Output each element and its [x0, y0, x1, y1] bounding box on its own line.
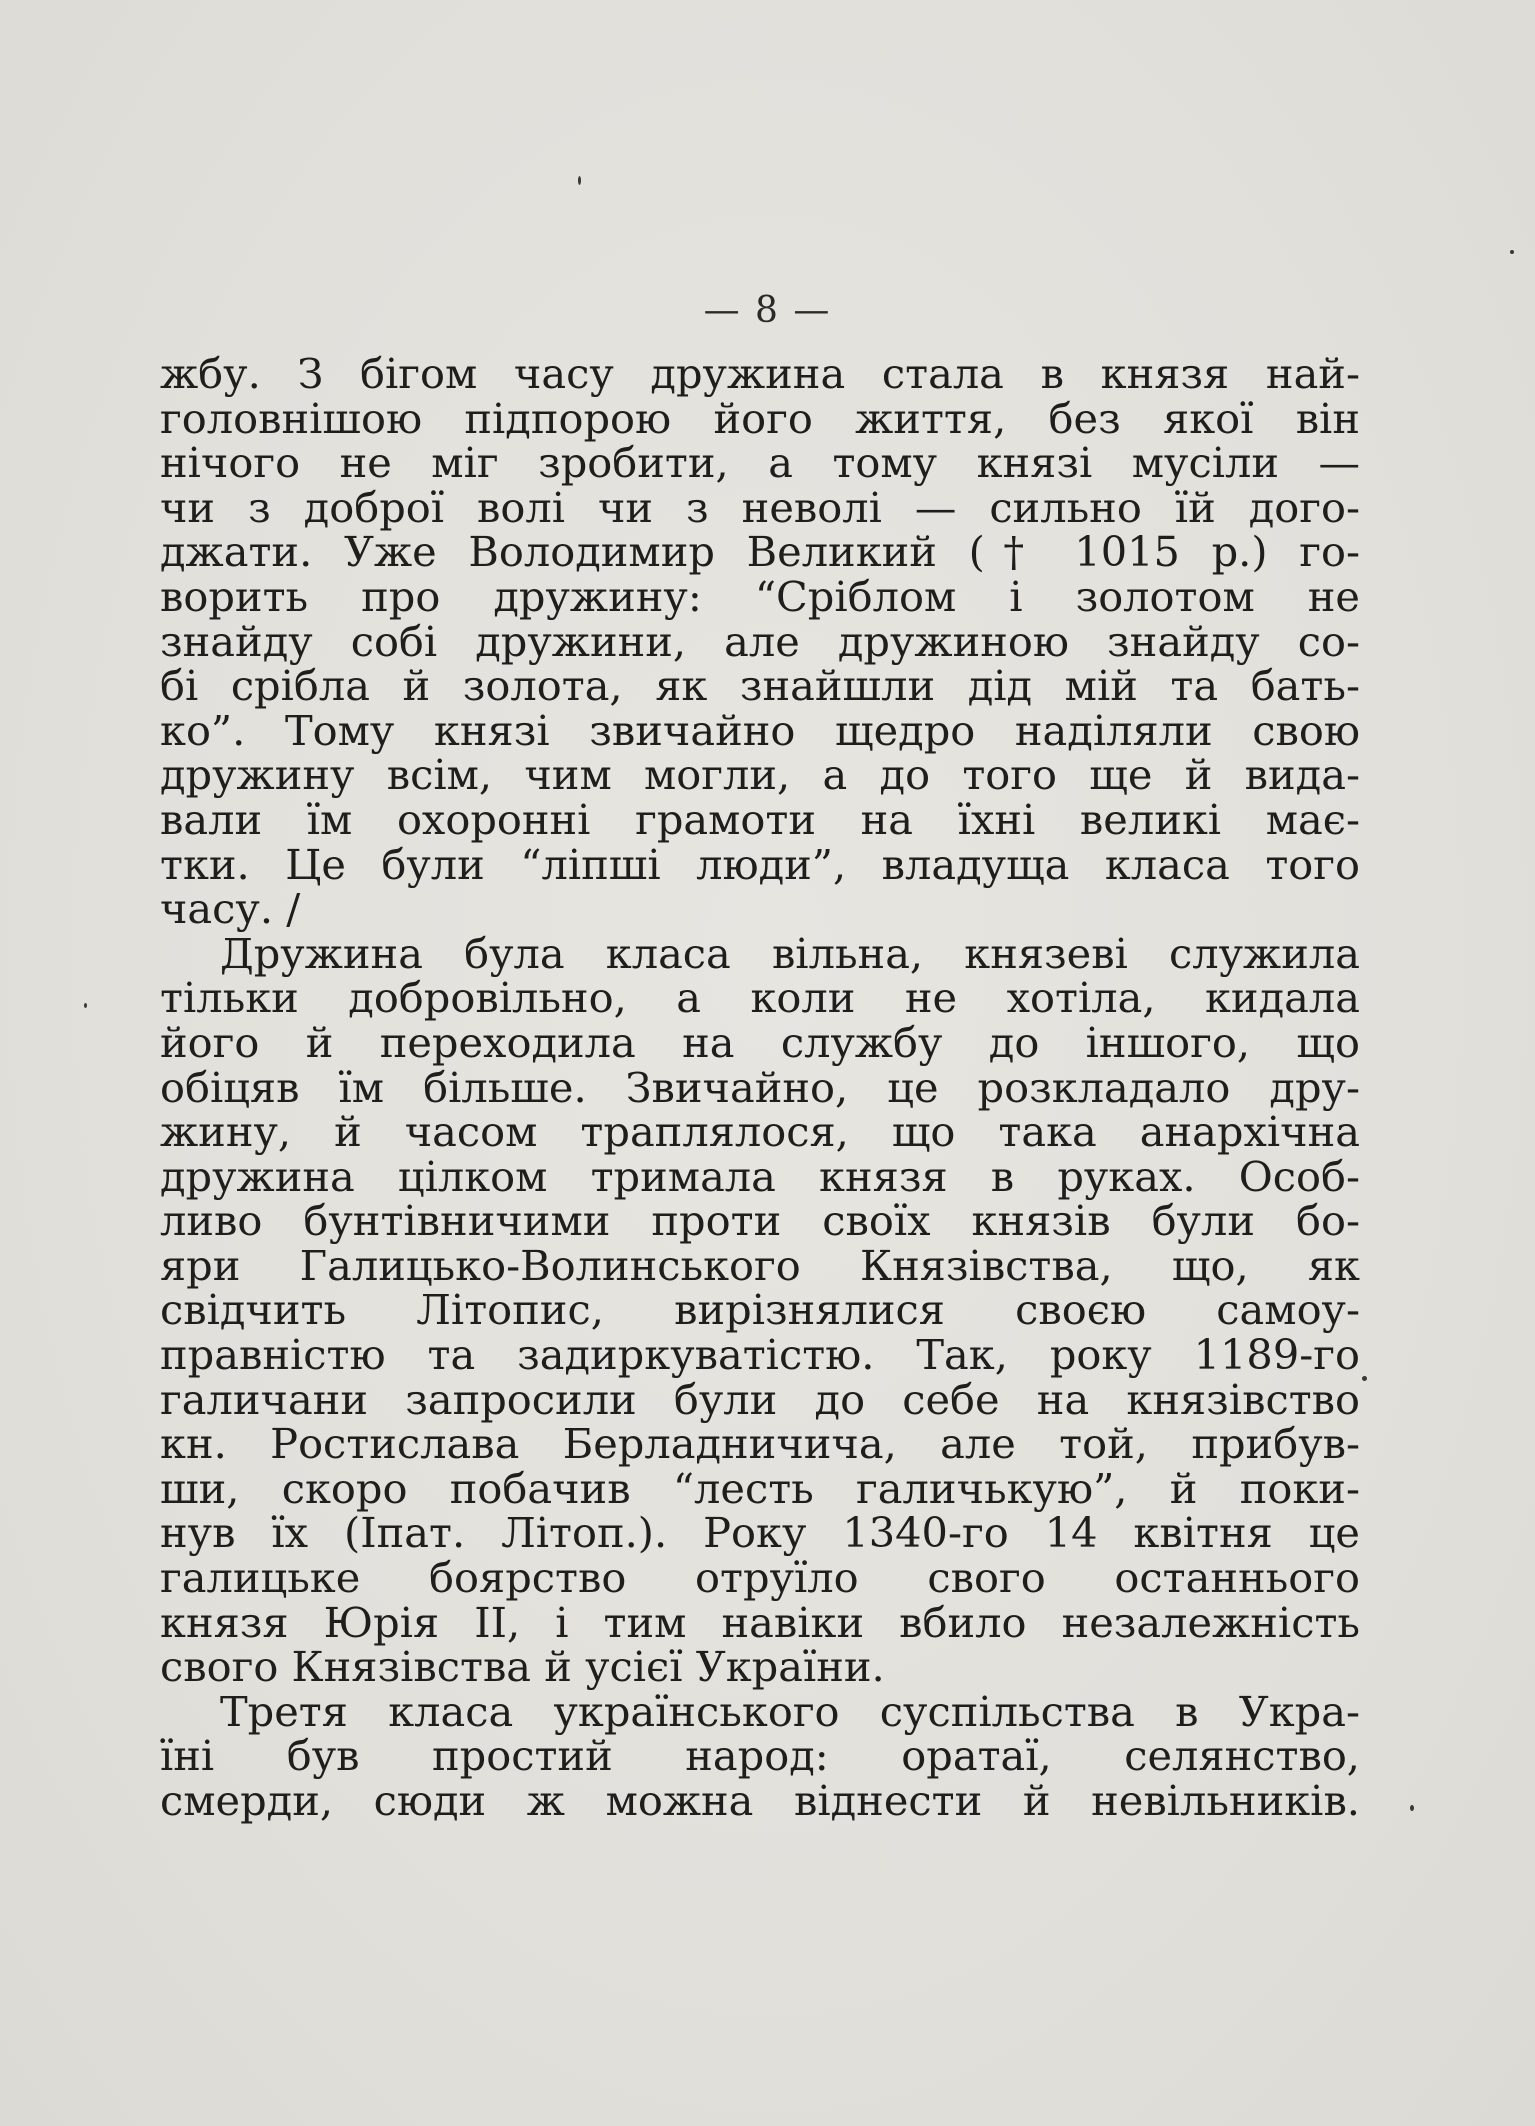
text-line: ко”. Тому князі звичайно щедро наділяли свою	[160, 705, 1360, 755]
text-line: кн. Ростислава Берладничича, але той, прибув-	[160, 1419, 1360, 1469]
text-line: ливо бунтівничими проти своїх князів були бо-	[160, 1196, 1360, 1246]
text-line: знайду собі дружини, але дружиною знайду со-	[160, 616, 1360, 666]
text-line: правністю та задиркуватістю. Так, року 1189-го	[160, 1330, 1360, 1380]
text-line: жину, й часом траплялося, що така анархічна	[160, 1107, 1360, 1157]
text-line: обіцяв їм більше. Звичайно, це розкладало дру-	[160, 1062, 1360, 1112]
text-line: вали їм охоронні грамоти на їхні великі має-	[160, 794, 1360, 844]
page-number: — 8 —	[703, 290, 832, 331]
ink-speck	[84, 1003, 87, 1008]
text-line: бі срібла й золота, як знайшли дід мій та бать-	[160, 661, 1360, 711]
text-line: ши, скоро побачив “лесть галичькую”, й поки-	[160, 1463, 1360, 1513]
text-line: свідчить Літопис, вирізнялися своєю самоу-	[160, 1285, 1360, 1335]
text-line: джати. Уже Володимир Великий († 1015 р.) го-	[160, 527, 1360, 577]
ink-speck	[1510, 250, 1514, 254]
ink-speck	[578, 176, 581, 185]
text-line: головнішою підпорою його життя, без якої він	[160, 393, 1360, 443]
text-line: нув їх (Іпат. Літоп.). Року 1340-го 14 квітня це	[160, 1508, 1360, 1558]
text-line: їні був простий народ: оратаї, селянство,	[160, 1731, 1360, 1781]
text-line: тки. Це були “ліпші люди”, владуща класа того	[160, 839, 1360, 889]
text-line: чи з доброї волі чи з неволі — сильно їй дого-	[160, 482, 1360, 532]
ink-speck	[1362, 1376, 1367, 1381]
paragraph-3	[160, 1686, 1360, 1825]
paragraph-2	[160, 928, 1360, 1692]
text-line: дружина цілком тримала князя в руках. Особ-	[160, 1151, 1360, 1201]
text-line: Дружина була класа вільна, князеві служила	[220, 928, 1360, 978]
text-line: свого Князівства й усієї України.	[160, 1642, 885, 1692]
text-line: жбу. З бігом часу дружина стала в князя най-	[160, 349, 1360, 398]
text-line: часу. /	[160, 884, 301, 934]
text-line: князя Юрія II, і тим навіки вбило незалежність	[160, 1597, 1360, 1647]
text-line: дружину всім, чим могли, а до того ще й вида-	[160, 750, 1360, 800]
body-text	[160, 349, 1360, 1825]
paragraph-1	[160, 349, 1360, 934]
text-line: смерди, сюди ж можна віднести й невільників.	[160, 1776, 1360, 1825]
text-line: галичани запросили були до себе на князівство	[160, 1374, 1360, 1424]
text-line: нічого не міг зробити, а тому князі мусіли —	[160, 438, 1360, 488]
text-line: Третя класа українського суспільства в Укра-	[220, 1686, 1360, 1736]
text-line: ворить про дружину: “Сріблом і золотом не	[160, 571, 1360, 621]
text-line: яри Галицько-Волинського Князівства, що, як	[160, 1240, 1360, 1290]
text-line: тільки добровільно, а коли не хотіла, кидала	[160, 973, 1360, 1023]
text-line: його й переходила на службу до іншого, що	[160, 1017, 1360, 1067]
ink-speck	[1410, 1805, 1414, 1811]
text-line: галицьке боярство отруїло свого останнього	[160, 1553, 1360, 1603]
